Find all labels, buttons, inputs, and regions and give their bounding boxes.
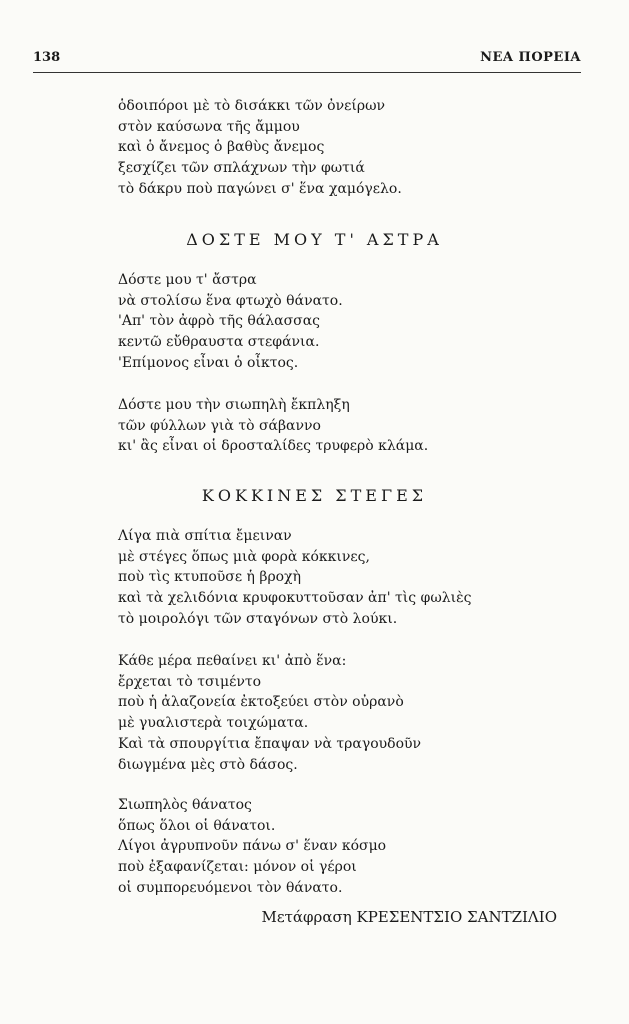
intro-stanza <box>118 96 402 200</box>
poem-line: κεντῶ εὔθραυστα στεφάνια. <box>118 334 320 351</box>
poem-line: Κάθε μέρα πεθαίνει κι' ἀπὸ ἕνα: <box>118 653 347 669</box>
poem-line: στὸν καύσωνα τῆς ἄμμου <box>118 118 300 135</box>
poem-line: Λίγα πιὰ σπίτια ἔμειναν <box>118 528 292 544</box>
poem-line: μὲ γυαλιστερὰ τοιχώματα. <box>118 715 309 732</box>
poem2-stanza-3 <box>118 795 386 899</box>
poem-line: ἔρχεται τὸ τσιμέντο <box>118 673 262 690</box>
poem-line: ὅπως ὅλοι οἱ θάνατοι. <box>118 817 276 834</box>
page-header <box>33 50 581 76</box>
poem-line: ποὺ τὶς κτυποῦσε ἡ βροχὴ <box>118 569 301 586</box>
poem-line: καὶ ὁ ἄνεμος ὁ βαθὺς ἄνεμος <box>118 139 325 156</box>
poem-line: μὲ στέγες ὅπως μιὰ φορὰ κόκκινες, <box>118 548 370 565</box>
poem-line: διωγμένα μὲς στὸ δάσος. <box>118 756 298 773</box>
poem-line: νὰ στολίσω ἕνα φτωχὸ θάνατο. <box>118 292 343 309</box>
poem2-stanza-2 <box>118 651 421 775</box>
poem-line: 'Επίμονος εἶναι ὁ οἶκτος. <box>118 354 299 371</box>
poem-line: καὶ τὰ χελιδόνια κρυφοκυττοῦσαν ἀπ' τὶς φωλιὲς <box>118 590 472 607</box>
poem1-stanza-2 <box>118 395 428 457</box>
poem-line: κι' ἂς εἶναι οἱ δροσταλίδες τρυφερὸ κλάμα. <box>118 438 429 455</box>
poem-line: Σιωπηλὸς θάνατος <box>118 797 252 813</box>
poem-line: οἱ συμπορευόμενοι τὸν θάνατο. <box>118 879 343 896</box>
poem2-stanza-1 <box>118 526 471 630</box>
poem-title: ΚΟΚΚΙΝΕΣ ΣΤΕΓΕΣ <box>201 486 428 505</box>
poem-line: ποὺ ἐξαφανίζεται: μόνον οἱ γέροι <box>118 859 357 876</box>
header-rule <box>33 72 581 73</box>
poem-line: 'Απ' τὸν ἀφρὸ τῆς θάλασσας <box>118 313 321 330</box>
poem-line: ὁδοιπόροι μὲ τὸ δισάκκι τῶν ὀνείρων <box>118 98 386 114</box>
poem-line: τὸ μοιρολόγι τῶν σταγόνων στὸ λούκι. <box>118 610 398 627</box>
journal-title: ΝΕΑ ΠΟΡΕΙΑ <box>480 50 581 65</box>
poem-title: ΔΟΣΤΕ ΜΟΥ Τ' ΑΣΤΡΑ <box>186 230 443 249</box>
translator-credit: Μετάφραση ΚΡΕΣΕΝΤΣΙΟ ΣΑΝΤΖΙΛΙΟ <box>261 908 557 926</box>
page-number: 138 <box>33 50 61 65</box>
poem-line: τῶν φύλλων γιὰ τὸ σάβαννο <box>118 417 321 434</box>
poem-line: Λίγοι ἀγρυπνοῦν πάνω σ' ἕναν κόσμο <box>118 838 387 855</box>
poem-line: Δόστε μου τὴν σιωπηλὴ ἔκπληξη <box>118 397 350 413</box>
poem-line: ποὺ ἡ ἀλαζονεία ἐκτοξεύει στὸν οὐρανὸ <box>118 694 404 711</box>
poem-line: Δόστε μου τ' ἄστρα <box>118 272 257 288</box>
poem-line: τὸ δάκρυ ποὺ παγώνει σ' ἕνα χαμόγελο. <box>118 180 402 197</box>
poem-line: Καὶ τὰ σπουργίτια ἔπαψαν νὰ τραγουδοῦν <box>118 735 422 752</box>
poem-line: ξεσχίζει τῶν σπλάχνων τὴν φωτιά <box>118 160 365 177</box>
poem1-stanza-1 <box>118 270 343 374</box>
